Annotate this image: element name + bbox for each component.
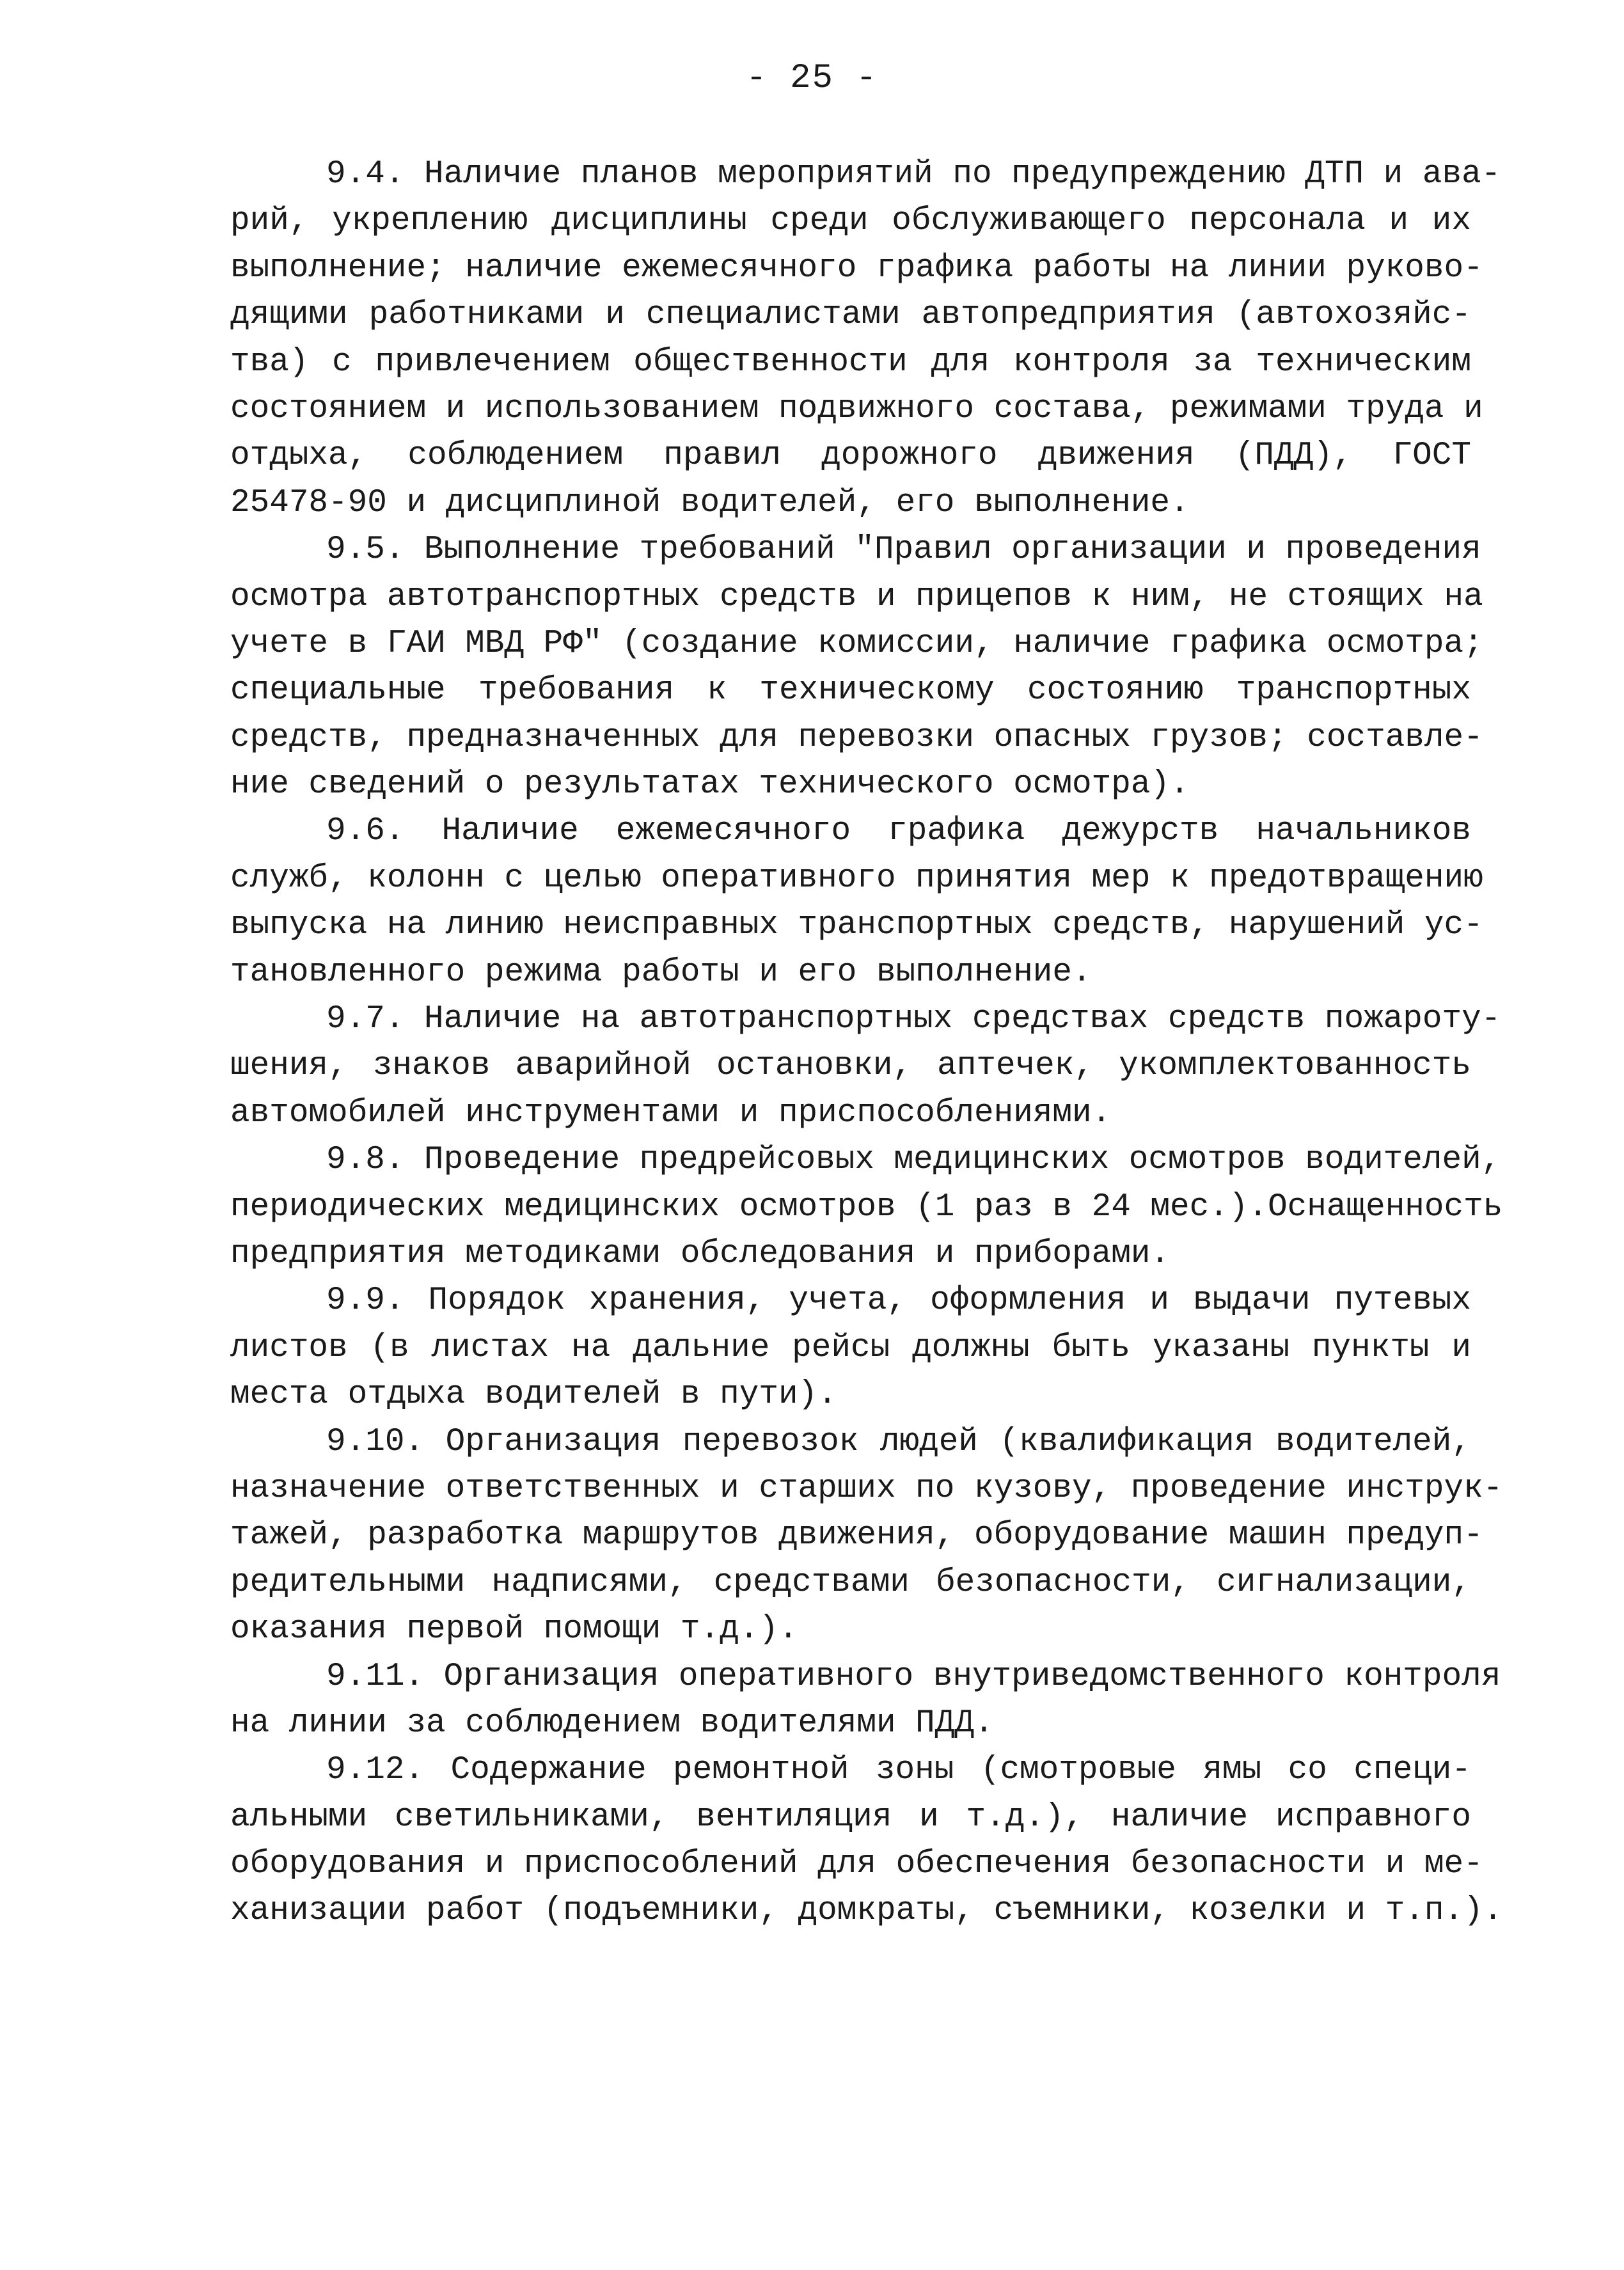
text-line: тажей, разработка маршрутов движения, оборудование машин предуп- (230, 1517, 1483, 1554)
text-line: шения, знаков аварийной остановки, аптечек, укомплектованность (230, 1048, 1471, 1085)
paragraph-9-6 (230, 808, 1483, 996)
text-line: специальные требования к техническому состоянию транспортных (230, 672, 1471, 709)
text-line: периодических медицинских осмотров (1 раз в 24 мес.).Оснащенность (230, 1188, 1503, 1226)
text-line: тва) с привлечением общественности для контроля за техническим (230, 343, 1471, 381)
text-line: 25478-90 и дисциплиной водителей, его выполнение. (230, 484, 1190, 521)
text-line: дящими работниками и специалистами автопредприятия (автохозяйс- (230, 297, 1471, 334)
paragraph-9-12 (230, 1747, 1503, 1935)
text-line: 9.11. Организация оперативного внутриведомственного контроля (326, 1658, 1501, 1695)
text-line: служб, колонн с целью оперативного принятия мер к предотвращению (230, 860, 1483, 897)
text-line: 9.5. Выполнение требований "Правил организации и проведения (326, 532, 1481, 569)
text-line: осмотра автотранспортных средств и прицепов к ним, не стоящих на (230, 578, 1483, 615)
text-line: средств, предназначенных для перевозки опасных грузов; составле- (230, 719, 1483, 756)
text-line: оборудования и приспособлений для обеспечения безопасности и ме- (230, 1846, 1483, 1883)
document-body (230, 151, 1503, 1935)
paragraph-9-10 (230, 1419, 1503, 1653)
text-line: назначение ответственных и старших по кузову, проведение инструк- (230, 1470, 1503, 1507)
text-line: 9.10. Организация перевозок людей (квалификация водителей, (326, 1423, 1471, 1460)
text-line: учете в ГАИ МВД РФ" (создание комиссии, наличие графика осмотра; (230, 625, 1483, 662)
paragraph-9-5 (230, 526, 1483, 808)
text-line: 9.6. Наличие ежемесячного графика дежурств начальников (326, 813, 1471, 850)
text-line: отдыха, соблюдением правил дорожного движения (ПДД), ГОСТ (230, 437, 1471, 475)
text-line: 9.7. Наличие на автотранспортных средствах средств пожароту- (326, 1001, 1501, 1038)
text-line: 9.12. Содержание ремонтной зоны (смотровые ямы со специ- (326, 1752, 1471, 1789)
text-line: на линии за соблюдением водителями ПДД. (230, 1705, 994, 1742)
text-line: выполнение; наличие ежемесячного графика работы на линии руково- (230, 249, 1483, 287)
text-line: состоянием и использованием подвижного состава, режимами труда и (230, 390, 1483, 427)
paragraph-9-4 (230, 151, 1501, 526)
text-line: альными светильниками, вентиляция и т.д.), наличие исправного (230, 1799, 1471, 1836)
text-line: оказания первой помощи т.д.). (230, 1611, 798, 1648)
text-line: ханизации работ (подъемники, домкраты, съемники, козелки и т.п.). (230, 1893, 1503, 1930)
text-line: тановленного режима работы и его выполнение. (230, 954, 1092, 991)
text-line: 9.9. Порядок хранения, учета, оформления и выдачи путевых (326, 1282, 1471, 1320)
paragraph-9-7 (230, 996, 1501, 1137)
text-line: места отдыха водителей в пути). (230, 1376, 837, 1414)
text-line: 9.8. Проведение предрейсовых медицинских осмотров водителей, (326, 1142, 1501, 1179)
text-line: предприятия методиками обследования и приборами. (230, 1235, 1171, 1272)
text-line: автомобилей инструментами и приспособлениями. (230, 1094, 1112, 1131)
text-line: редительными надписями, средствами безопасности, сигнализации, (230, 1564, 1471, 1601)
paragraph-9-8 (230, 1137, 1503, 1277)
text-line: 9.4. Наличие планов мероприятий по предупреждению ДТП и ава- (326, 156, 1501, 193)
text-line: ние сведений о результатах технического осмотра). (230, 766, 1190, 803)
text-line: листов (в листах на дальние рейсы должны быть указаны пункты и (230, 1329, 1471, 1366)
text-line: выпуска на линию неисправных транспортных средств, нарушений ус- (230, 907, 1483, 944)
page-number: - 25 - (746, 59, 878, 98)
paragraph-9-11 (230, 1653, 1501, 1747)
text-line: рий, укреплению дисциплины среди обслуживающего персонала и их (230, 203, 1471, 240)
paragraph-9-9 (230, 1277, 1471, 1418)
